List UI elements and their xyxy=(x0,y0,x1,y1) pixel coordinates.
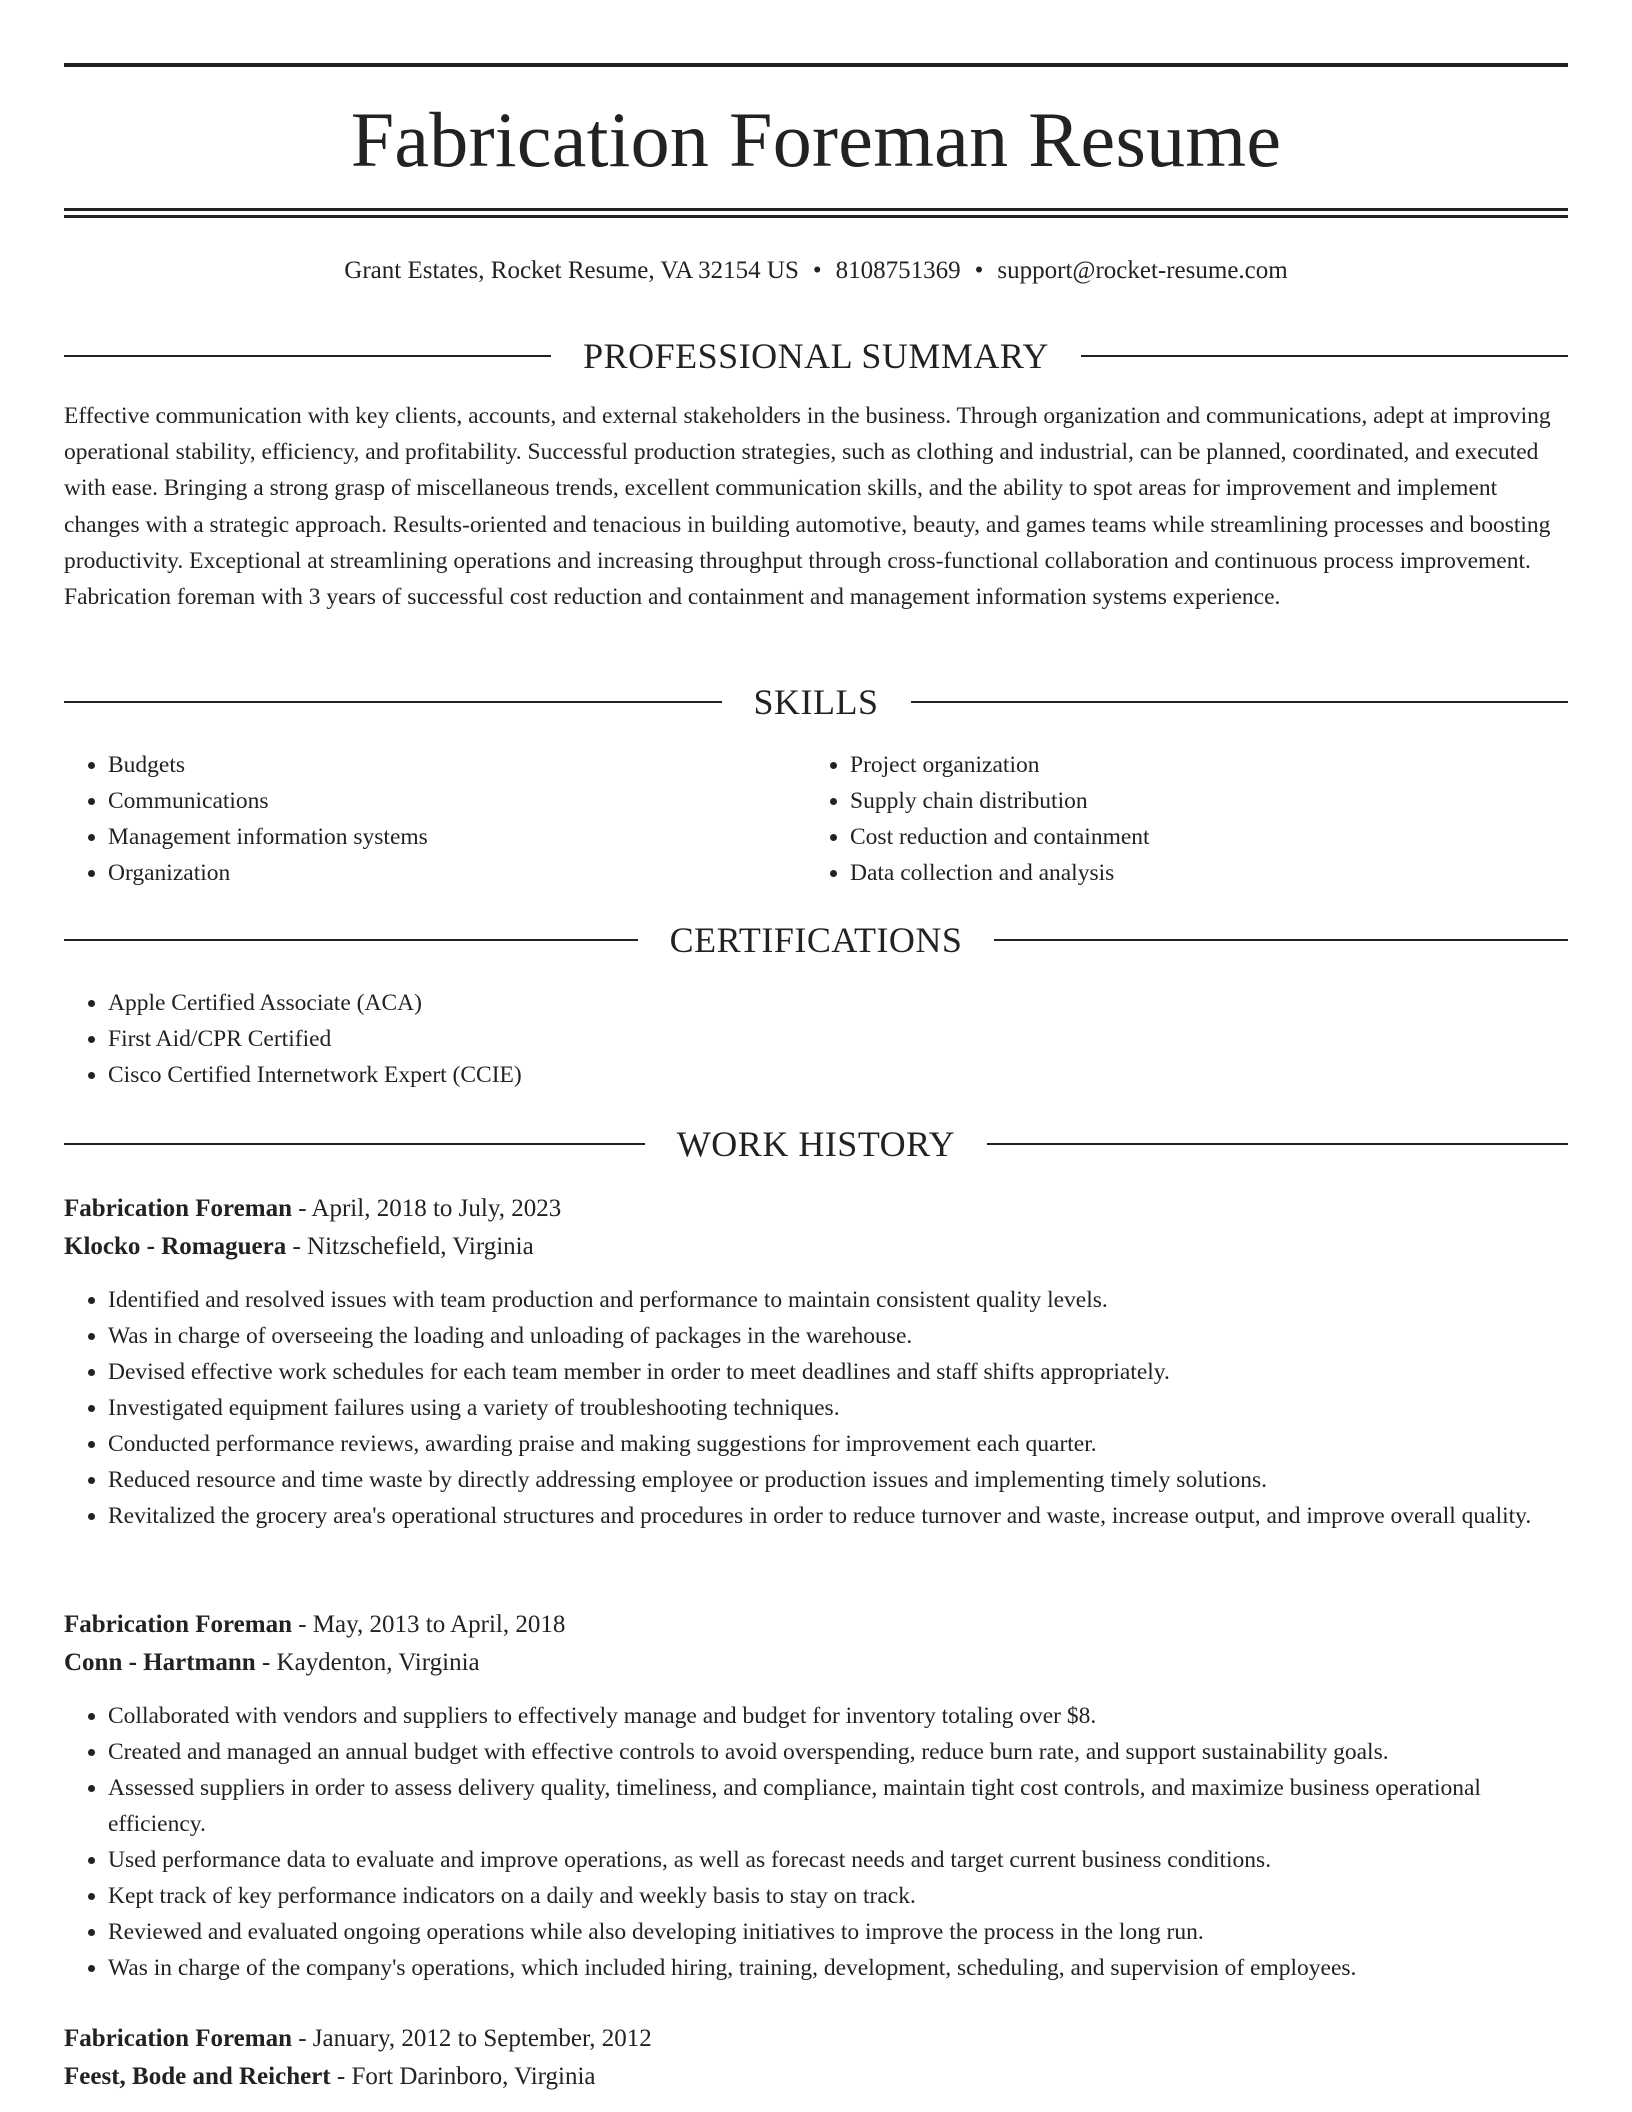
job-location: - Nitzschefield, Virginia xyxy=(292,1233,534,1260)
certification-item: • Apple Certified Associate (ACA) xyxy=(108,985,1568,1021)
contact-separator: • xyxy=(974,257,984,284)
job-title: Fabrication Foreman xyxy=(64,2025,292,2052)
contact-address: Grant Estates, Rocket Resume, VA 32154 US xyxy=(344,257,799,284)
heading-rule xyxy=(64,1143,645,1145)
job-duty: • Revitalized the grocery area's operational structures and procedures in order to reduce turnover and waste, increase output, and improve overall quality. xyxy=(108,1498,1568,1534)
contact-line xyxy=(64,254,1568,288)
job-duties xyxy=(64,1282,1568,1534)
job-duty: • Was in charge of overseeing the loading and unloading of packages in the warehouse. xyxy=(108,1318,1568,1354)
job-company: Feest, Bode and Reichert xyxy=(64,2063,331,2090)
certification-item: • First Aid/CPR Certified xyxy=(108,1021,1568,1057)
heading-rule xyxy=(1081,355,1568,357)
job-title-line xyxy=(64,1190,1568,1228)
job-company-line xyxy=(64,1228,1568,1266)
skill-item: • Data collection and analysis xyxy=(850,855,1548,891)
skills-list xyxy=(64,747,1568,891)
heading-rule xyxy=(64,939,638,941)
skill-item: • Organization xyxy=(108,855,806,891)
skill-item: • Budgets xyxy=(108,747,806,783)
job-company: Klocko - Romaguera xyxy=(64,1233,287,1260)
skills-section-heading xyxy=(64,679,1568,725)
job-duty: • Kept track of key performance indicators on a daily and weekly basis to stay on track. xyxy=(108,1878,1568,1914)
skill-item: • Management information systems xyxy=(108,819,806,855)
job-duty: • Devised effective work schedules for each team member in order to meet deadlines and staff shifts appropriately. xyxy=(108,1354,1568,1390)
job-title-line xyxy=(64,2020,1568,2058)
certifications-list xyxy=(64,985,1568,1093)
work-history-heading-label: WORK HISTORY xyxy=(676,1124,956,1164)
job-company-line xyxy=(64,1644,1568,1682)
job-title: Fabrication Foreman xyxy=(64,1611,292,1638)
job-dates: - January, 2012 to September, 2012 xyxy=(298,2025,652,2052)
skills-column-right xyxy=(806,747,1548,891)
job-entry xyxy=(64,1190,1568,1534)
job-company: Conn - Hartmann xyxy=(64,1649,256,1676)
job-duty: • Assessed suppliers in order to assess delivery quality, timeliness, and compliance, maintain tight cost controls, and maximize business operational efficiency. xyxy=(108,1770,1568,1842)
heading-rule xyxy=(911,701,1569,703)
contact-phone: 8108751369 xyxy=(835,257,961,284)
job-duty: • Identified and resolved issues with team production and performance to maintain consistent quality levels. xyxy=(108,1282,1568,1318)
heading-rule xyxy=(994,939,1568,941)
job-duty: • Investigated equipment failures using a variety of troubleshooting techniques. xyxy=(108,1390,1568,1426)
skill-item: • Supply chain distribution xyxy=(850,783,1548,819)
heading-rule xyxy=(987,1143,1568,1145)
summary-section-heading xyxy=(64,333,1568,379)
top-rule xyxy=(64,63,1568,67)
job-duty: • Collaborated with vendors and suppliers to effectively manage and budget for inventory totaling over $8. xyxy=(108,1698,1568,1734)
summary-text: Effective communication with key clients, accounts, and external stakeholders in the business. Through organization and communications, adept at improving operational stability, efficiency, and profitability. Successful production strategies, such as clothing and industrial, can be planned, coordinated, and executed with ease. Bringing a strong grasp of miscellaneous trends, excellent communication skills, and the ability to spot areas for improvement and implement changes with a strategic approach. Results-oriented and tenacious in building automotive, beauty, and games teams while streamlining processes and boosting productivity. Exceptional at streamlining operations and increasing throughput through cross-functional collaboration and continuous process improvement. Fabrication foreman with 3 years of successful cost reduction and containment and management information systems experience. xyxy=(64,403,1551,611)
job-location: - Kaydenton, Virginia xyxy=(261,1649,480,1676)
skill-item: • Communications xyxy=(108,783,806,819)
job-entry xyxy=(64,2020,1568,2096)
summary-heading-label: PROFESSIONAL SUMMARY xyxy=(583,336,1049,376)
certifications-heading-label: CERTIFICATIONS xyxy=(669,920,963,960)
certifications-section-heading xyxy=(64,917,1568,963)
job-duty: • Created and managed an annual budget with effective controls to avoid overspending, reduce burn rate, and support sustainability goals. xyxy=(108,1734,1568,1770)
work-history-section-heading xyxy=(64,1121,1568,1167)
job-duties xyxy=(64,1698,1568,1986)
skill-item: • Project organization xyxy=(850,747,1548,783)
job-duty: • Used performance data to evaluate and improve operations, as well as forecast needs and target current business conditions. xyxy=(108,1842,1568,1878)
contact-separator: • xyxy=(812,257,822,284)
job-title-line xyxy=(64,1606,1568,1644)
job-dates: - May, 2013 to April, 2018 xyxy=(298,1611,566,1638)
job-duty: • Reduced resource and time waste by directly addressing employee or production issues and implementing timely solutions. xyxy=(108,1462,1568,1498)
skills-heading-label: SKILLS xyxy=(753,682,879,722)
heading-rule xyxy=(64,355,551,357)
job-duty: • Reviewed and evaluated ongoing operations while also developing initiatives to improve the process in the long run. xyxy=(108,1914,1568,1950)
resume-title: Fabrication Foreman Resume xyxy=(350,96,1282,183)
job-entry xyxy=(64,1606,1568,1986)
title-rule-upper xyxy=(64,208,1568,211)
job-location: - Fort Darinboro, Virginia xyxy=(336,2063,596,2090)
skill-item: • Cost reduction and containment xyxy=(850,819,1548,855)
certification-item: • Cisco Certified Internetwork Expert (CCIE) xyxy=(108,1057,1568,1093)
job-duty: • Conducted performance reviews, awarding praise and making suggestions for improvement each quarter. xyxy=(108,1426,1568,1462)
title-rule-lower xyxy=(64,215,1568,218)
heading-rule xyxy=(64,701,722,703)
contact-email[interactable]: support@rocket-resume.com xyxy=(997,257,1288,284)
job-title: Fabrication Foreman xyxy=(64,1195,292,1222)
job-duty: • Was in charge of the company's operations, which included hiring, training, development, scheduling, and supervision of employees. xyxy=(108,1950,1568,1986)
job-company-line xyxy=(64,2058,1568,2096)
job-dates: - April, 2018 to July, 2023 xyxy=(298,1195,562,1222)
skills-column-left xyxy=(64,747,806,891)
